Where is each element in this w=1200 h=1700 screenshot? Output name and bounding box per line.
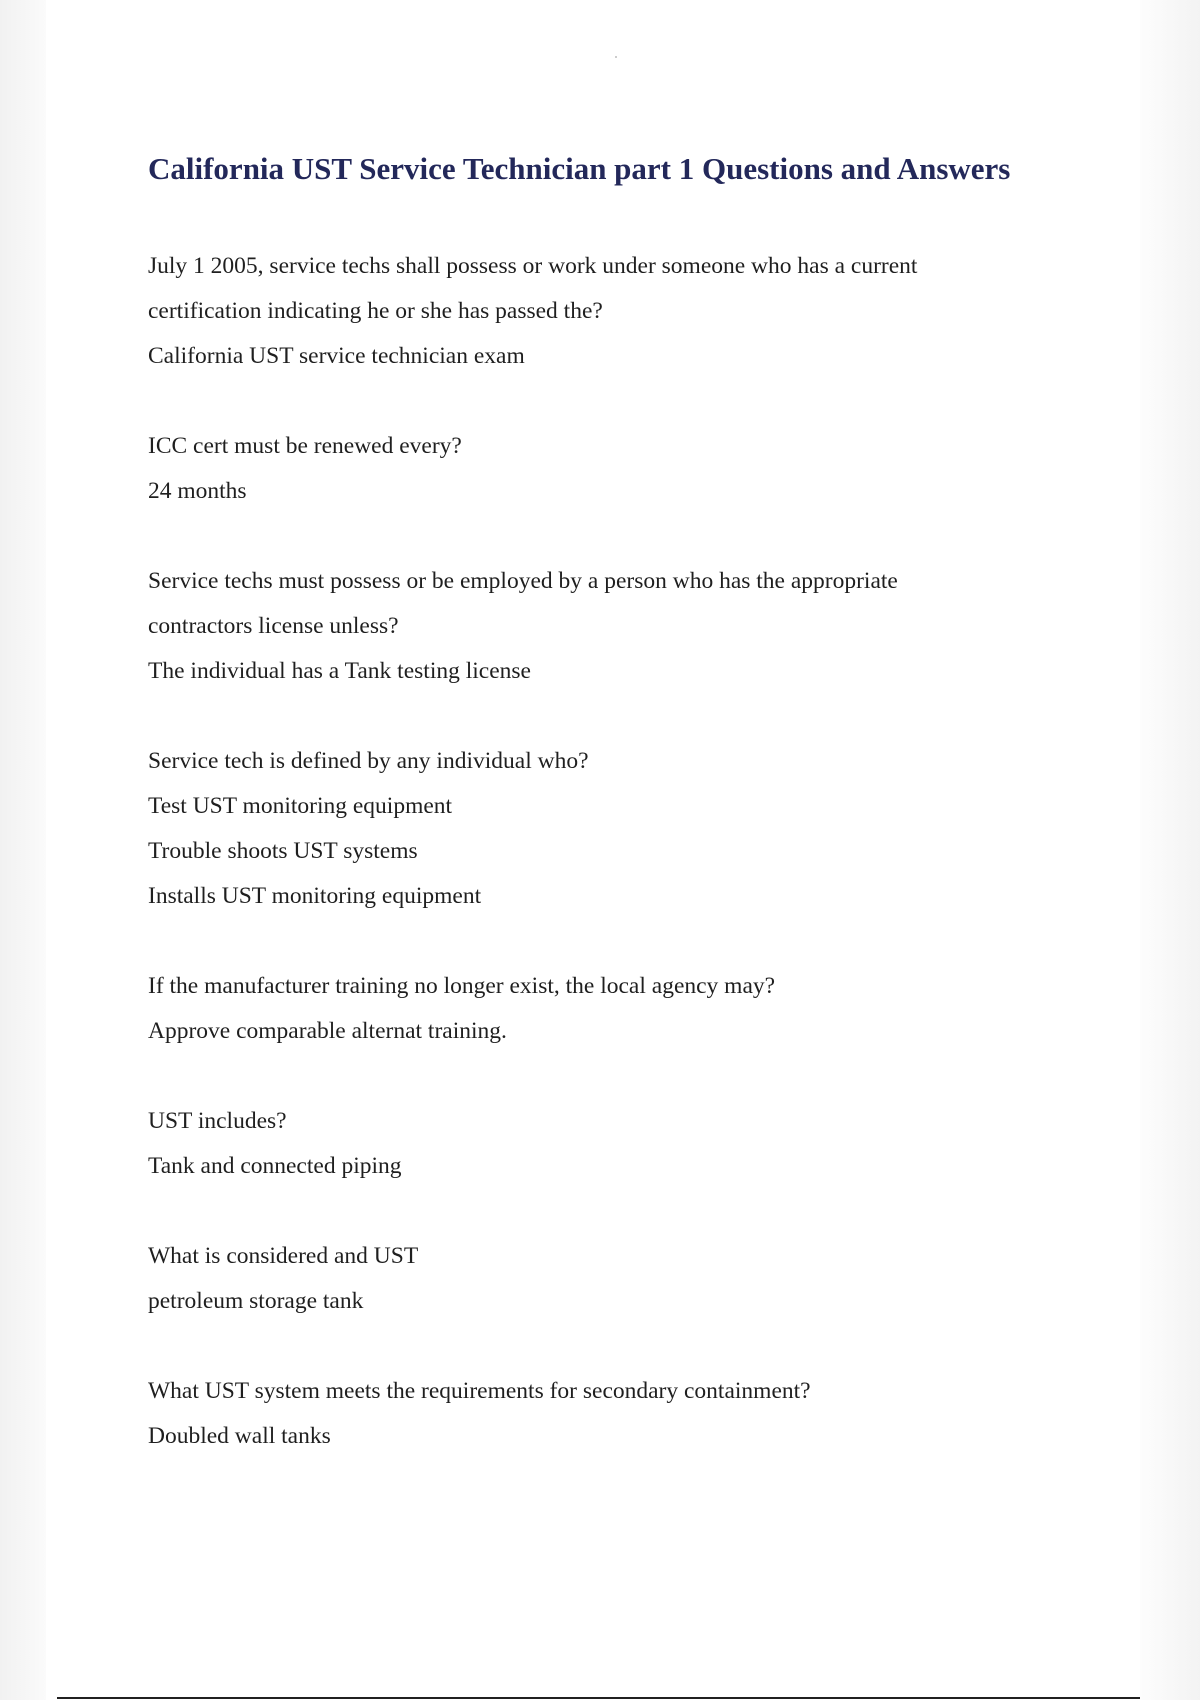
qa-item [148,1234,1078,1324]
scan-speck [615,56,617,58]
qa-item [148,964,1078,1054]
qa-item [148,739,1078,919]
answer-text: 24 months [148,478,247,504]
question-text: Service tech is defined by any individual who? [148,748,589,774]
answer-text: Doubled wall tanks [148,1423,331,1449]
answer-text: petroleum storage tank [148,1288,364,1314]
qa-item [148,1099,1078,1189]
answer-text: Test UST monitoring equipment [148,793,453,819]
question-text: July 1 2005, service techs shall possess or work under someone who has a current [148,253,918,279]
question-text: Service techs must possess or be employed by a person who has the appropriate [148,568,898,594]
question-text: What UST system meets the requirements for secondary containment? [148,1378,811,1404]
footer-divider [57,1697,1144,1699]
answer-text: Trouble shoots UST systems [148,838,418,864]
qa-item [148,559,1078,694]
question-text: UST includes? [148,1108,287,1134]
question-text: certification indicating he or she has passed the? [148,298,603,324]
document-content [148,148,1078,1504]
question-text: If the manufacturer training no longer exist, the local agency may? [148,973,776,999]
answer-text: Approve comparable alternat training. [148,1018,507,1044]
answer-text: Installs UST monitoring equipment [148,883,482,909]
question-text: contractors license unless? [148,613,399,639]
qa-item [148,1369,1078,1459]
answer-text: Tank and connected piping [148,1153,402,1179]
answer-text: The individual has a Tank testing license [148,658,531,684]
question-text: What is considered and UST [148,1243,419,1269]
qa-item [148,424,1078,514]
answer-text: California UST service technician exam [148,343,525,369]
page-title: California UST Service Technician part 1 Questions and Answers [148,151,1011,186]
qa-item [148,244,1078,379]
question-text: ICC cert must be renewed every? [148,433,462,459]
